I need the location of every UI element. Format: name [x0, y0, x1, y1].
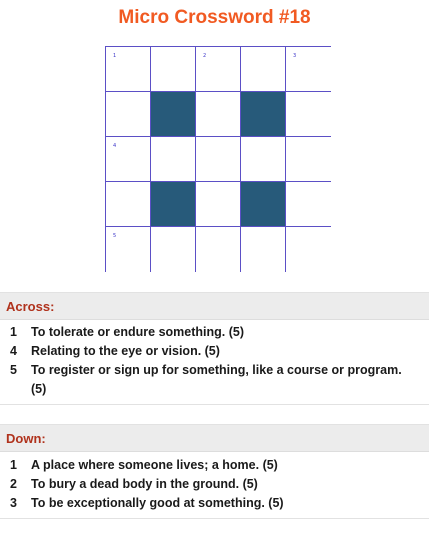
clue-number: 3	[10, 496, 17, 510]
grid-cell[interactable]	[286, 137, 331, 182]
clue-text: To bury a dead body in the ground. (5)	[31, 477, 258, 491]
across-heading: Across:	[0, 292, 429, 320]
grid-block-cell	[241, 92, 286, 137]
grid-cell[interactable]	[106, 47, 151, 92]
clue-number: 1	[10, 325, 17, 339]
grid-cell[interactable]	[241, 47, 286, 92]
grid-cell[interactable]	[106, 92, 151, 137]
down-clue[interactable]	[0, 475, 429, 494]
grid-cell[interactable]	[196, 227, 241, 272]
grid-cell[interactable]	[196, 137, 241, 182]
across-clue[interactable]	[0, 323, 429, 342]
clue-text: Relating to the eye or vision. (5)	[31, 344, 220, 358]
clue-text: To tolerate or endure something. (5)	[31, 325, 244, 339]
crossword-grid	[105, 46, 331, 272]
grid-block-cell	[151, 182, 196, 227]
grid-cell[interactable]	[286, 227, 331, 272]
clue-number: 5	[10, 363, 17, 377]
down-clue[interactable]	[0, 494, 429, 513]
cell-number: 1	[113, 53, 117, 59]
grid-cell[interactable]	[286, 47, 331, 92]
grid-cell[interactable]	[286, 182, 331, 227]
grid-cell[interactable]	[196, 182, 241, 227]
clue-text: To be exceptionally good at something. (5)	[31, 496, 284, 510]
cell-number: 3	[293, 53, 297, 59]
grid-cell[interactable]	[151, 47, 196, 92]
across-clues-panel	[0, 292, 429, 405]
cell-number: 5	[113, 233, 117, 239]
clue-text: To register or sign up for something, like a course or program. (5)	[31, 363, 402, 396]
clue-number: 1	[10, 458, 17, 472]
cell-number: 2	[203, 53, 207, 59]
clue-number: 4	[10, 344, 17, 358]
down-clues-panel	[0, 424, 429, 519]
grid-cell[interactable]	[151, 227, 196, 272]
grid-cell[interactable]	[286, 92, 331, 137]
down-clue-list	[0, 452, 429, 513]
grid-block-cell	[151, 92, 196, 137]
down-heading: Down:	[0, 424, 429, 452]
grid-block-cell	[241, 182, 286, 227]
grid-cell[interactable]	[196, 47, 241, 92]
grid-cell[interactable]	[196, 92, 241, 137]
clue-number: 2	[10, 477, 17, 491]
across-clue[interactable]	[0, 361, 429, 399]
grid-cell[interactable]	[106, 227, 151, 272]
down-clue[interactable]	[0, 456, 429, 475]
across-clue-list	[0, 320, 429, 399]
across-clue[interactable]	[0, 342, 429, 361]
grid-cell[interactable]	[106, 137, 151, 182]
grid-cell[interactable]	[151, 137, 196, 182]
grid-cell[interactable]	[106, 182, 151, 227]
cell-number: 4	[113, 143, 117, 149]
grid-cell[interactable]	[241, 137, 286, 182]
clue-text: A place where someone lives; a home. (5)	[31, 458, 278, 472]
grid-cell[interactable]	[241, 227, 286, 272]
puzzle-title: Micro Crossword #18	[118, 7, 311, 28]
